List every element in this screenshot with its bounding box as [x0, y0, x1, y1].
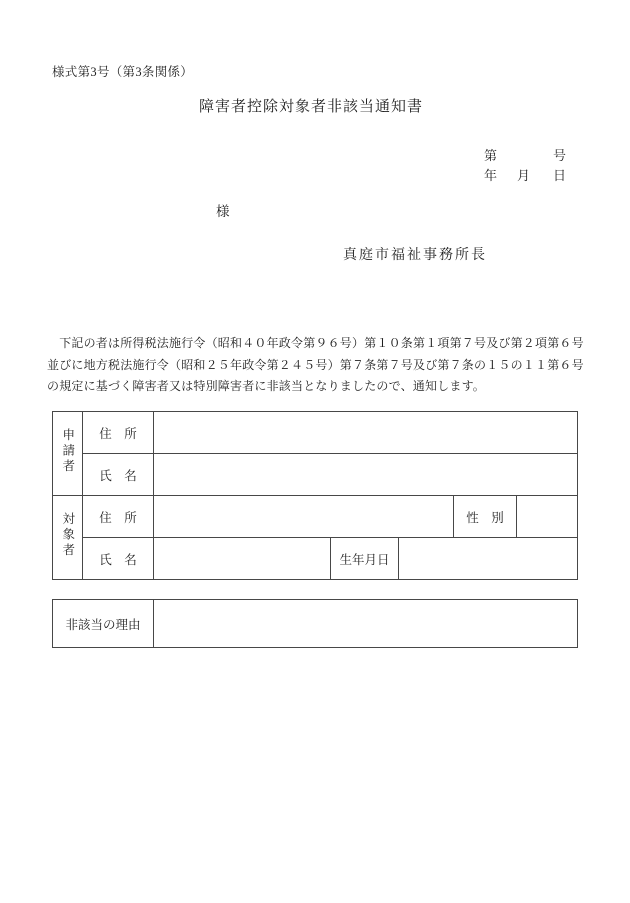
- date-month-label: 月: [517, 168, 531, 183]
- subject-name-label: 氏 名: [83, 538, 154, 580]
- applicant-name-label: 氏 名: [83, 454, 154, 496]
- applicant-address-label: 住 所: [83, 412, 154, 454]
- subject-name-field[interactable]: [154, 538, 331, 580]
- date-year-field[interactable]: [458, 166, 484, 180]
- table-row: [53, 538, 578, 580]
- body-line-1: 下記の者は所得税法施行令（昭和４０年政令第９６号）第１０条第１項第７号及び第２項第６号: [47, 336, 584, 350]
- body-line-3: の規定に基づく障害者又は特別障害者に非該当となりましたので、通知します。: [47, 379, 486, 393]
- body-paragraph: [47, 333, 587, 398]
- date-month-field[interactable]: [497, 166, 517, 180]
- table-row: [53, 412, 578, 454]
- body-line-2: 並びに地方税法施行令（昭和２５年政令第２４５号）第７条第７号及び第７条の１５の１１第６号: [47, 357, 584, 372]
- reason-field[interactable]: [154, 600, 578, 648]
- subject-address-label: 住 所: [83, 496, 154, 538]
- subject-address-field[interactable]: [154, 496, 454, 538]
- subject-group-cell: [53, 496, 83, 580]
- addressee-line: [62, 200, 230, 220]
- addressee-honorific: 様: [216, 204, 230, 219]
- subject-group-label: 対象者: [60, 512, 75, 559]
- date-day-field[interactable]: [530, 166, 553, 180]
- subject-birthdate-field[interactable]: [399, 538, 578, 580]
- table-row: [53, 600, 578, 648]
- subject-sex-label: 性 別: [454, 496, 517, 538]
- applicant-address-field[interactable]: [154, 412, 578, 454]
- issue-number-field[interactable]: [497, 146, 553, 160]
- applicant-subject-table: [52, 411, 578, 580]
- reason-label: 非該当の理由: [53, 600, 154, 648]
- date-line: [458, 165, 566, 184]
- table-row: [53, 496, 578, 538]
- applicant-group-cell: [53, 412, 83, 496]
- issuer-name: 真庭市福祉事務所長: [343, 248, 487, 263]
- subject-sex-field[interactable]: [517, 496, 578, 538]
- issue-number-line: [484, 145, 566, 164]
- form-number: 様式第3号（第3条関係）: [52, 65, 194, 79]
- applicant-name-field[interactable]: [154, 454, 578, 496]
- applicant-group-label: 申請者: [60, 428, 75, 475]
- page-title: 障害者控除対象者非該当通知書: [198, 99, 423, 115]
- date-day-label: 日: [553, 168, 567, 183]
- issue-number-suffix: 号: [553, 148, 567, 163]
- date-year-label: 年: [484, 168, 498, 183]
- subject-birthdate-label: 生年月日: [331, 538, 399, 580]
- reason-table: [52, 599, 578, 648]
- addressee-name-field[interactable]: [62, 201, 216, 216]
- table-row: [53, 454, 578, 496]
- issue-number-prefix: 第: [484, 148, 498, 163]
